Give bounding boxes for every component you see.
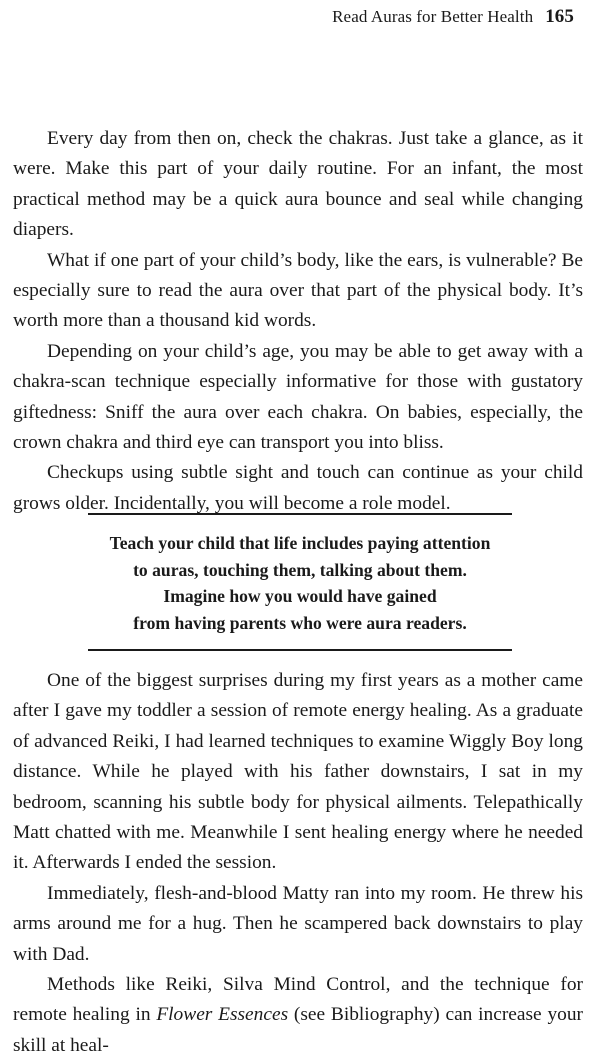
paragraph: One of the biggest surprises during my first years as a mother came after I gave my toddler a session of remote energy healing. As a graduate of advanced Reiki, I had learned techniques to examine Wiggly Boy long distance. While he played with his father downstairs, I sat in my bedroom, scanning his subtle body for physical ailments. Telepathically Matt chatted with me. Meanwhile I sent healing energy where he needed it. Afterwards I ended the session. — [13, 670, 583, 874]
paragraph — [13, 970, 583, 1061]
pull-quote-text — [88, 515, 512, 649]
paragraph: Immediately, flesh-and-blood Matty ran into my room. He threw his arms around me for a hug. Then he scampered back downstairs to play with Dad. — [13, 882, 583, 965]
running-title: Read Auras for Better Health — [332, 7, 534, 26]
paragraph-text: (see Bibliography) can increase your skill at heal- — [13, 1004, 583, 1056]
pull-quote-line: Teach your child that life includes paying attention — [109, 533, 491, 553]
pull-quote-line: to auras, touching them, talking about them. — [133, 559, 467, 580]
pull-quote-bottom-rule — [88, 649, 512, 651]
paragraph: Checkups using subtle sight and touch can continue as your child grows older. Incidentally, you will become a role model. — [13, 462, 583, 514]
body-text-bottom — [13, 666, 583, 1061]
pull-quote-line: from having parents who were aura readers. — [133, 612, 467, 633]
running-head — [332, 6, 574, 28]
paragraph-text: Methods like Reiki, Silva Mind Control, and the technique for remote healing in — [13, 974, 583, 1026]
page-number: 165 — [545, 6, 574, 27]
book-title: Flower Essences — [156, 1004, 289, 1026]
paragraph: Depending on your child’s age, you may be able to get away with a chakra-scan technique especially informative for those with gustatory giftedness: Sniff the aura over each chakra. On babies, especially, the crown chakra and third eye can transport you into bliss. — [13, 340, 583, 454]
pull-quote-line: Imagine how you would have gained — [163, 586, 437, 606]
pull-quote — [88, 513, 512, 651]
body-text-top — [13, 124, 583, 519]
paragraph: Every day from then on, check the chakras. Just take a glance, as it were. Make this part of your daily routine. For an infant, the most practical method may be a quick aura bounce and seal while changing diapers. — [13, 128, 583, 241]
paragraph: What if one part of your child’s body, like the ears, is vulnerable? Be especially sure to read the aura over that part of the physical body. It’s worth more than a thousand kid words. — [13, 249, 583, 332]
